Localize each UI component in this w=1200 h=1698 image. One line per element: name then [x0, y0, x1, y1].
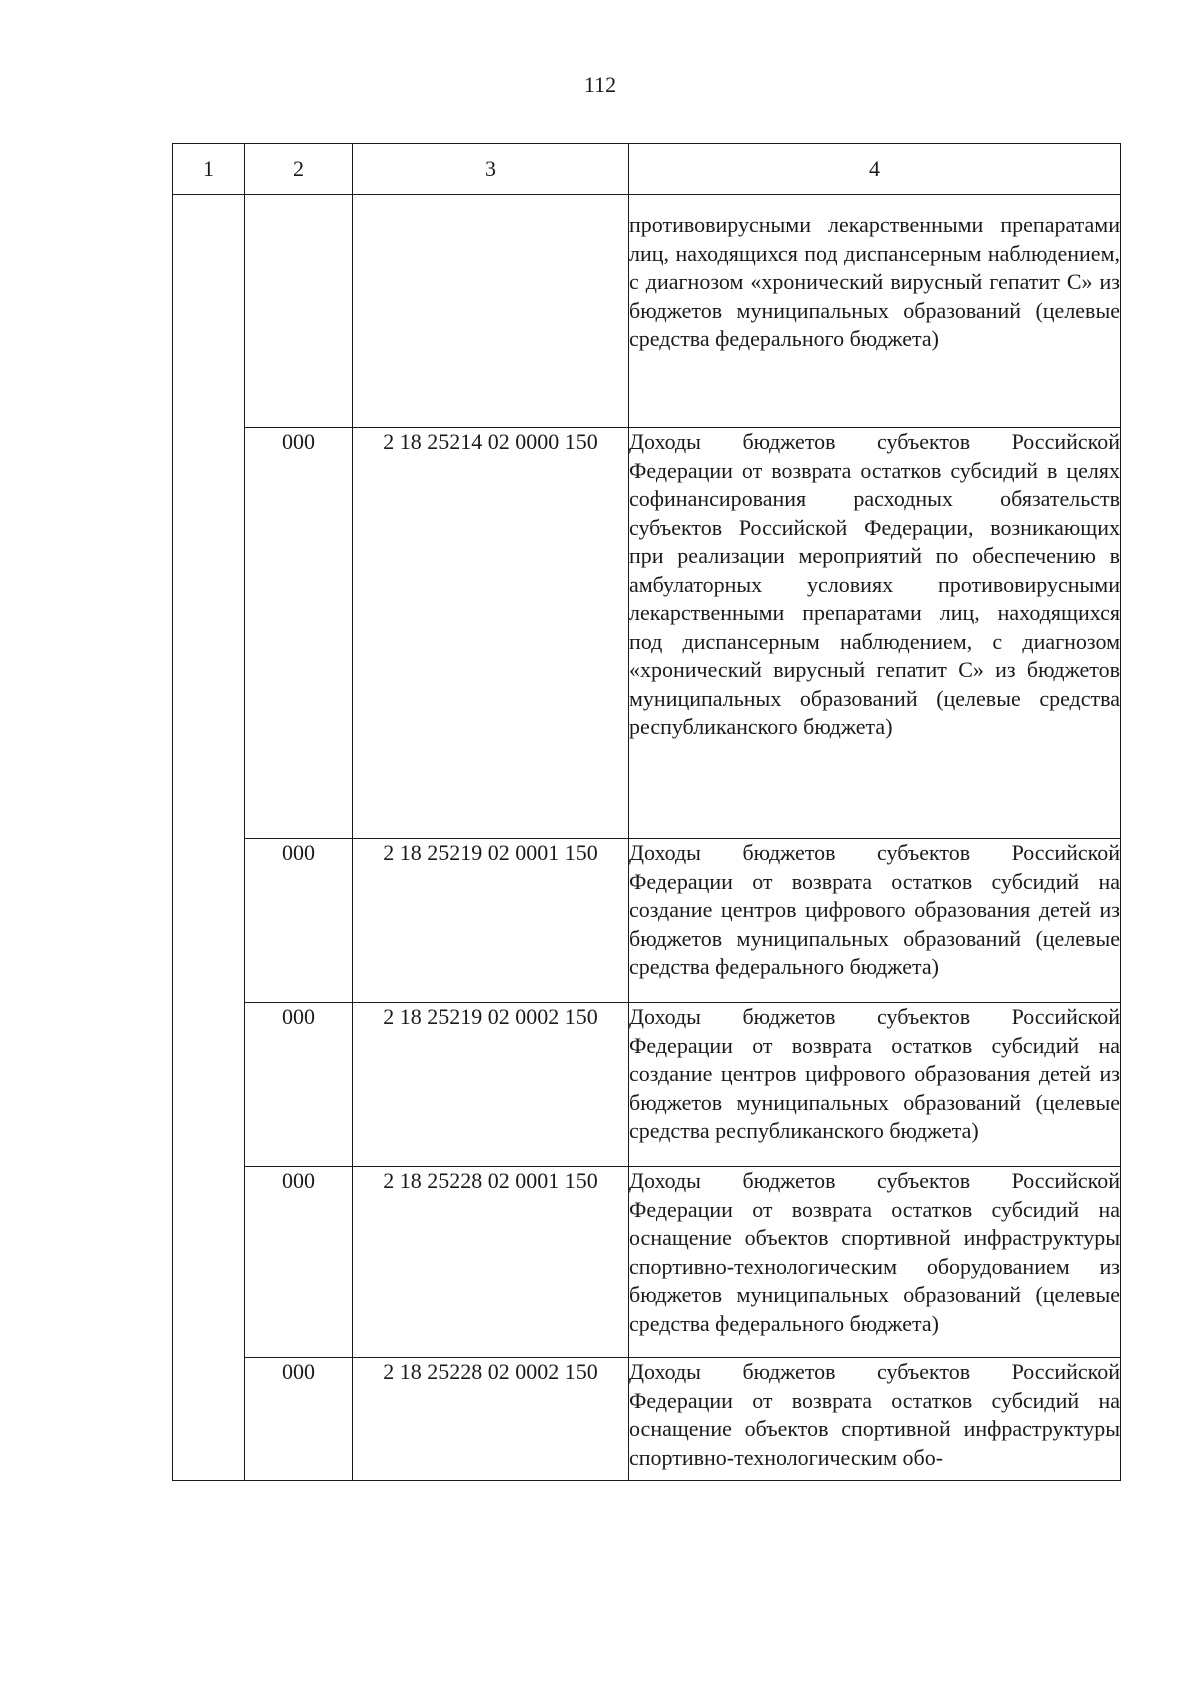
description-text: Доходы бюджетов субъектов Российской Федерации от возврата остатков субсидий на оснащение объектов спортивной инфраструктуры спортивно-технологическим обо-	[629, 1359, 1120, 1470]
administrator-code-cell: 000	[245, 428, 353, 839]
administrator-code-cell: 000	[245, 839, 353, 1003]
administrator-code-cell: 000	[245, 1358, 353, 1481]
table-row	[173, 428, 1121, 839]
budget-code-cell: 2 18 25228 02 0002 150	[353, 1358, 629, 1481]
description-cell	[629, 428, 1121, 839]
description-text: Доходы бюджетов субъектов Российской Федерации от возврата остатков субсидий на оснащение объектов спортивной инфраструктуры спортивно-технологическим оборудованием из бюджетов муниципальных образований (целевые средства федерального бюджета)	[629, 1168, 1120, 1336]
column-header-4: 4	[629, 144, 1121, 195]
table-row	[173, 1003, 1121, 1167]
budget-code-cell: 2 18 25219 02 0001 150	[353, 839, 629, 1003]
description-cell	[629, 839, 1121, 1003]
administrator-code-cell	[245, 195, 353, 428]
table-row	[173, 1358, 1121, 1481]
administrator-code-cell: 000	[245, 1167, 353, 1358]
page-number: 112	[583, 72, 617, 97]
description-cell	[629, 1358, 1121, 1481]
table-row	[173, 839, 1121, 1003]
column-header-3: 3	[353, 144, 629, 195]
description-text: Доходы бюджетов субъектов Российской Федерации от возврата остатков субсидий в целях софинансирования расходных обязательств субъектов Российской Федерации, возникающих при реализации мероприятий по обеспечению в амбулаторных условиях противовирусными лекарственными препаратами лиц, находящихся под диспансерным наблюдением, с диагнозом «хронический вирусный гепатит С» из бюджетов муниципальных образований (целевые средства республиканского бюджета)	[629, 429, 1120, 739]
column-header-2: 2	[245, 144, 353, 195]
table-row	[173, 195, 1121, 428]
column-header-1: 1	[173, 144, 245, 195]
description-cell	[629, 195, 1121, 428]
description-text: противовирусными лекарственными препаратами лиц, находящихся под диспансерным наблюдением, с диагнозом «хронический вирусный гепатит С» из бюджетов муниципальных образований (целевые средства федерального бюджета)	[629, 212, 1120, 351]
column-1-cell	[173, 195, 245, 1481]
description-cell	[629, 1003, 1121, 1167]
budget-code-cell: 2 18 25228 02 0001 150	[353, 1167, 629, 1358]
table-row	[173, 1167, 1121, 1358]
description-text: Доходы бюджетов субъектов Российской Федерации от возврата остатков субсидий на создание центров цифрового образования детей из бюджетов муниципальных образований (целевые средства республиканского бюджета)	[629, 1004, 1120, 1143]
income-codes-table	[172, 143, 1121, 1481]
budget-code-cell	[353, 195, 629, 428]
table-header-row	[173, 144, 1121, 195]
description-text: Доходы бюджетов субъектов Российской Федерации от возврата остатков субсидий на создание центров цифрового образования детей из бюджетов муниципальных образований (целевые средства федерального бюджета)	[629, 840, 1120, 979]
description-cell	[629, 1167, 1121, 1358]
administrator-code-cell: 000	[245, 1003, 353, 1167]
budget-code-cell: 2 18 25219 02 0002 150	[353, 1003, 629, 1167]
budget-code-cell: 2 18 25214 02 0000 150	[353, 428, 629, 839]
